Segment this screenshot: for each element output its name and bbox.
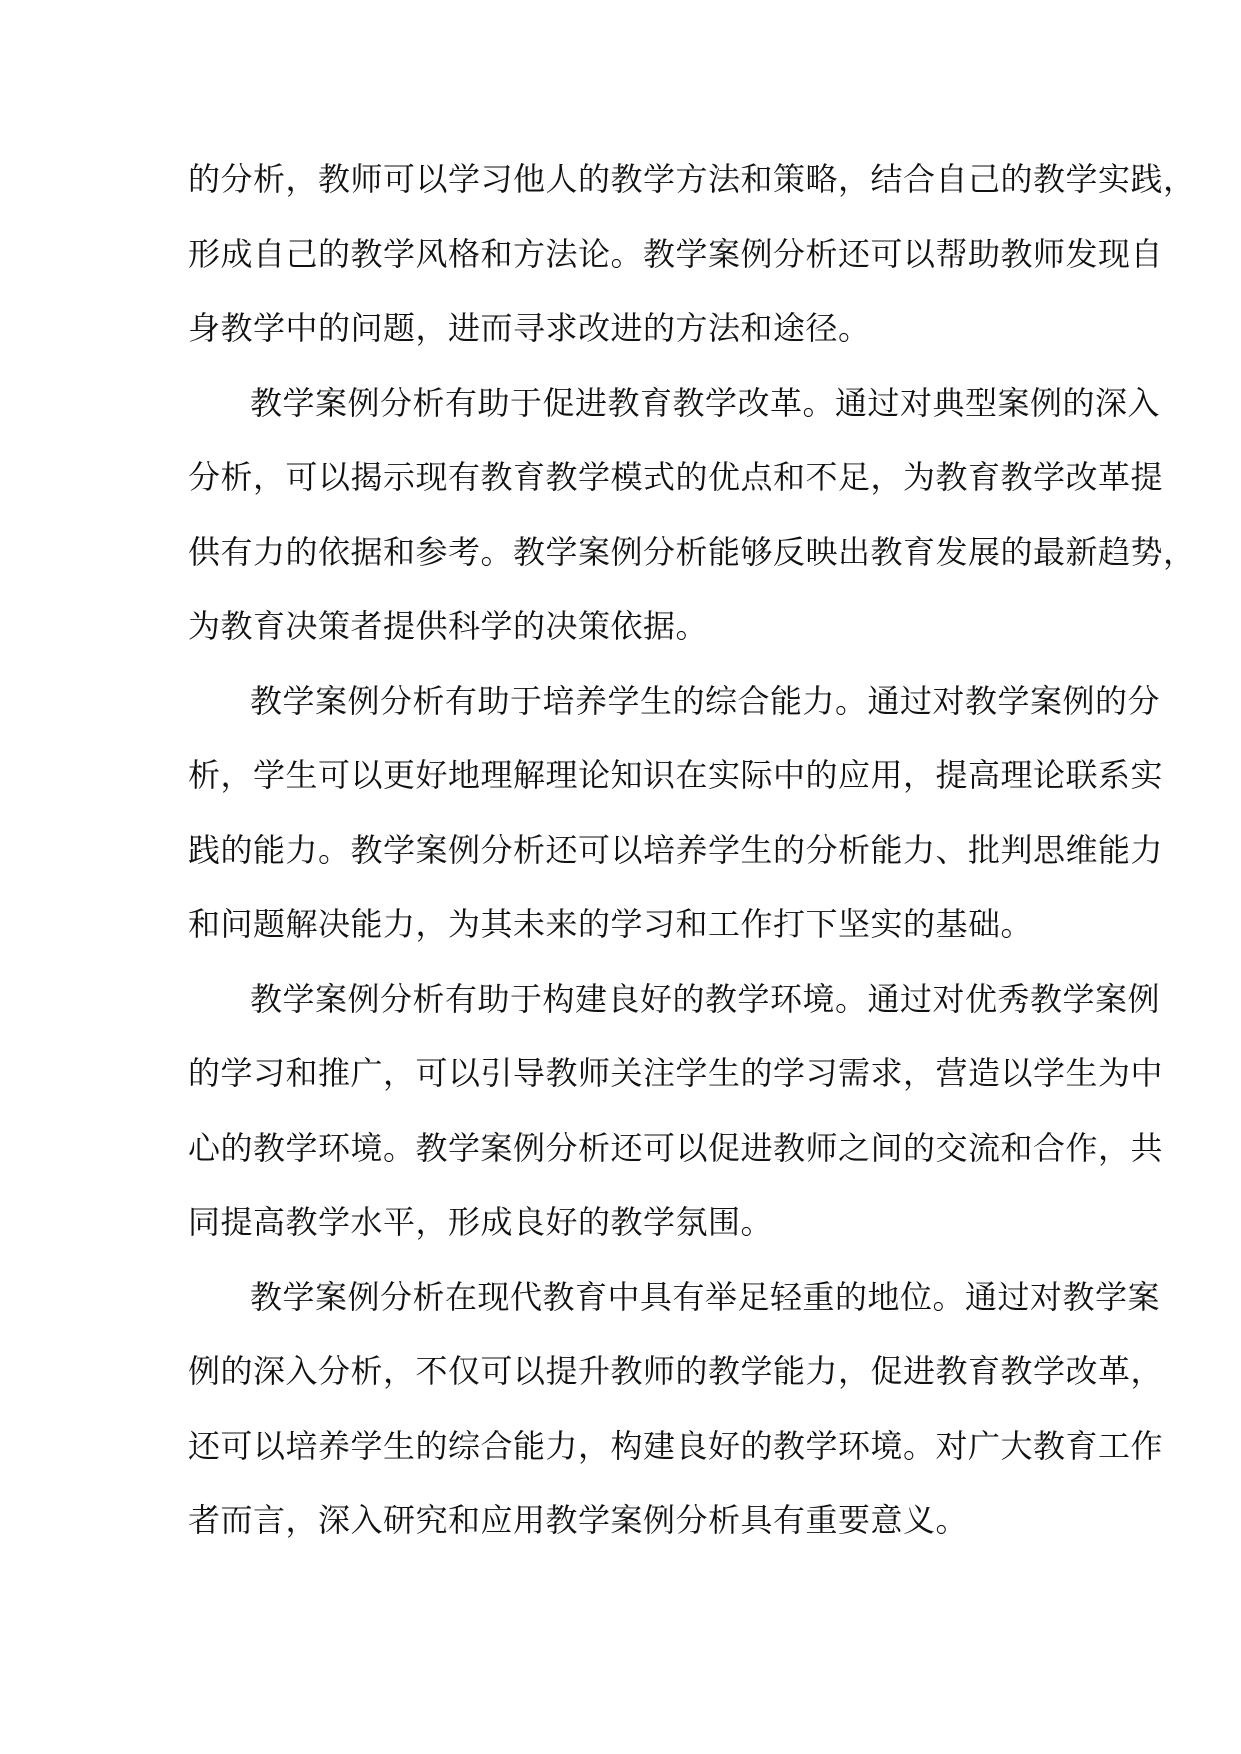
text-line: 身教学中的问题，进而寻求改进的方法和途径。 (188, 309, 871, 347)
text-line: 例的深入分析，不仅可以提升教师的教学能力，促进教育教学改革， (188, 1352, 1164, 1390)
text-line: 和问题解决能力，为其未来的学习和工作打下坚实的基础。 (188, 905, 1034, 943)
text-line: 心的教学环境。教学案例分析还可以促进教师之间的交流和合作，共 (188, 1128, 1164, 1167)
text-line: 践的能力。教学案例分析还可以培养学生的分析能力、批判思维能力 (188, 830, 1164, 869)
paragraph-education-reform (188, 366, 1196, 664)
text-line: 析，学生可以更好地理解理论知识在实际中的应用，提高理论联系实 (188, 756, 1164, 794)
text-line: 教学案例分析有助于培养学生的综合能力。通过对教学案例的分 (250, 681, 1161, 720)
text-line: 的分析，教师可以学习他人的教学方法和策略，结合自己的教学实践， (188, 160, 1196, 198)
text-line: 教学案例分析有助于促进教育教学改革。通过对典型案例的深入 (250, 383, 1161, 422)
text-line: 的学习和推广，可以引导教师关注学生的学习需求，营造以学生为中 (188, 1054, 1164, 1092)
text-line: 教学案例分析有助于构建良好的教学环境。通过对优秀教学案例 (250, 979, 1161, 1018)
paragraph-student-ability (188, 664, 1164, 962)
paragraph-teaching-environment (188, 962, 1164, 1260)
text-line: 还可以培养学生的综合能力，构建良好的教学环境。对广大教育工作 (188, 1426, 1164, 1465)
text-line: 者而言，深入研究和应用教学案例分析具有重要意义。 (188, 1501, 969, 1539)
paragraph-continuation (188, 142, 1196, 366)
text-line: 同提高教学水平，形成良好的教学氛围。 (188, 1203, 774, 1241)
paragraph-conclusion (188, 1260, 1164, 1558)
text-line: 为教育决策者提供科学的决策依据。 (188, 607, 709, 645)
text-line: 教学案例分析在现代教育中具有举足轻重的地位。通过对教学案 (250, 1277, 1161, 1316)
text-line: 供有力的依据和参考。教学案例分析能够反映出教育发展的最新趋势， (188, 532, 1196, 571)
document-body (188, 142, 1196, 1558)
text-line: 分析，可以揭示现有教育教学模式的优点和不足，为教育教学改革提 (188, 458, 1164, 496)
text-line: 形成自己的教学风格和方法论。教学案例分析还可以帮助教师发现自 (188, 234, 1164, 273)
